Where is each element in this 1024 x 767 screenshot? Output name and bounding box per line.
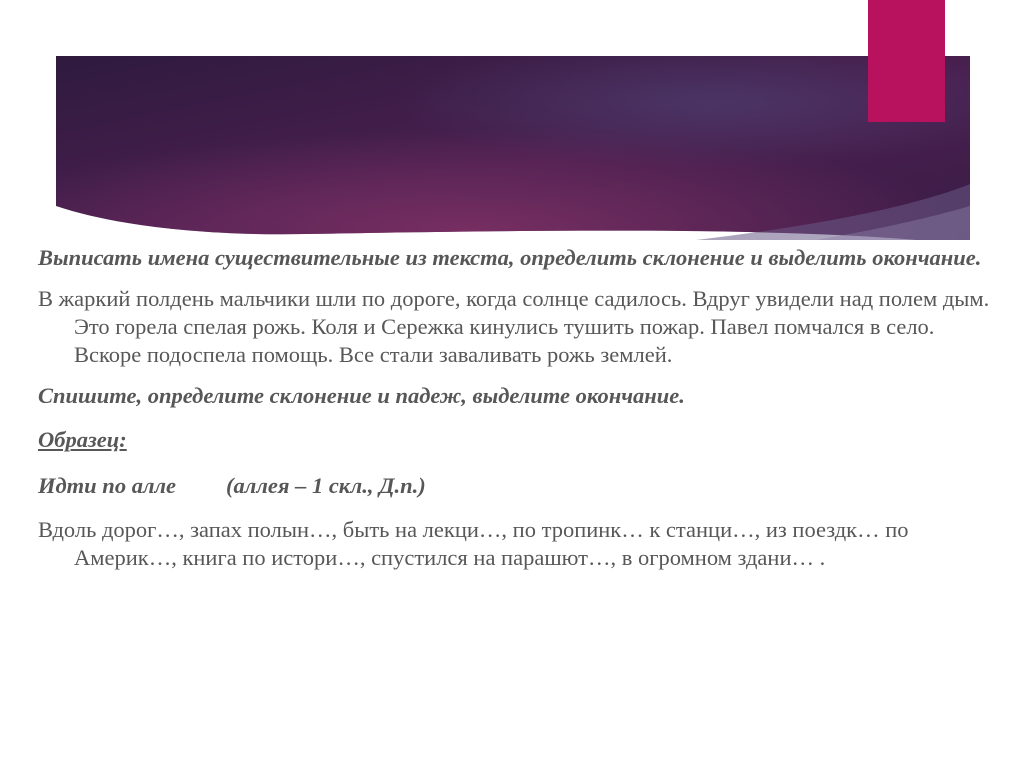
task-2-text: Спишите, определите склонение и падеж, выделите окончание. [38,383,685,408]
example-note: (аллея – 1 скл., Д.п.) [226,473,426,498]
exercise-text: Вдоль дорог…, запах полын…, быть на лекци…, по тропинк… к станци…, из поездк… по Америк…, книга по истори…, спустился на парашют…, в огромном здани… . [38,517,909,570]
accent-bar [868,0,945,122]
example-phrase: Идти по алле [38,473,177,498]
header-banner [56,56,970,240]
task-1-text: Выписать имена существительные из текста, определить склонение и выделить окончание. [38,245,982,270]
example-line [38,472,1003,500]
slide-body [38,240,1003,572]
story-text: В жаркий полдень мальчики шли по дороге, когда солнце садилось. Вдруг увидели над полем дым. Это горела спелая рожь. Коля и Сережка кинулись тушить пожар. Павел помчался в село. Вскоре подоспела помощь. Все стали заваливать рожь землей. [38,286,990,367]
sample-heading: Образец: [38,427,127,452]
